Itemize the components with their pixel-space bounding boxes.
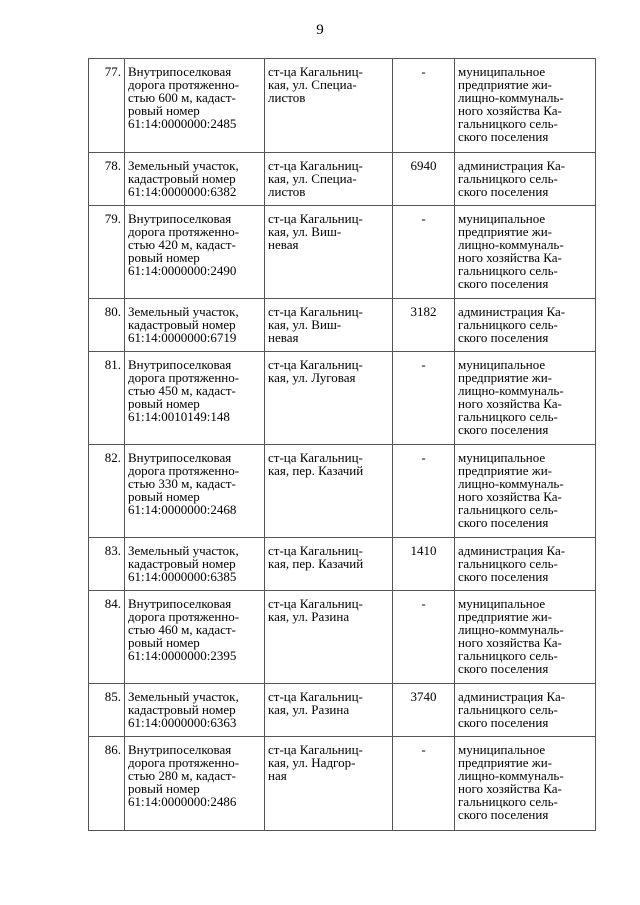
row-number: 85. (89, 684, 125, 737)
object-name: Внутрипоселковая дорога протяженно- стью 420 м, кадаст- ровый номер 61:14:0000000:2490 (128, 211, 240, 278)
object-location: ст-ца Кагальниц- кая, ул. Разина (268, 596, 363, 624)
table-row (89, 538, 596, 591)
registry-table-body (89, 59, 596, 831)
object-area: 3740 (393, 684, 455, 737)
row-number: 77. (89, 59, 125, 153)
row-number: 81. (89, 352, 125, 445)
object-area: 1410 (393, 538, 455, 591)
object-owner: муниципальное предприятие жи- лищно-коммуналь- ного хозяйства Ка- гальницкого сель- ского поселения (458, 64, 564, 144)
row-number: 82. (89, 445, 125, 538)
row-number: 80. (89, 299, 125, 352)
table-row (89, 352, 596, 445)
object-name: Земельный участок, кадастровый номер 61:14:0000000:6385 (128, 543, 239, 584)
object-location: ст-ца Кагальниц- кая, ул. Виш- невая (268, 211, 363, 252)
row-number: 79. (89, 206, 125, 299)
object-name: Внутрипоселковая дорога протяженно- стью 460 м, кадаст- ровый номер 61:14:0000000:2395 (128, 596, 240, 663)
object-location: ст-ца Кагальниц- кая, ул. Виш- невая (268, 304, 363, 345)
object-owner: муниципальное предприятие жи- лищно-коммуналь- ного хозяйства Ка- гальницкого сель- ского поселения (458, 742, 564, 822)
object-owner: администрация Ка- гальницкого сель- ского поселения (458, 158, 566, 199)
property-registry-table (88, 58, 596, 831)
table-row (89, 591, 596, 684)
object-owner: муниципальное предприятие жи- лищно-коммуналь- ного хозяйства Ка- гальницкого сель- ского поселения (458, 357, 564, 437)
object-location: ст-ца Кагальниц- кая, ул. Надгор- ная (268, 742, 363, 783)
table-row (89, 59, 596, 153)
object-area: 6940 (393, 153, 455, 206)
object-location: ст-ца Кагальниц- кая, пер. Казачий (268, 543, 364, 571)
object-area: - (393, 352, 455, 445)
object-location: ст-ца Кагальниц- кая, пер. Казачий (268, 450, 364, 478)
table-row (89, 153, 596, 206)
object-owner: администрация Ка- гальницкого сель- ского поселения (458, 689, 566, 730)
object-name: Земельный участок, кадастровый номер 61:14:0000000:6382 (128, 158, 239, 199)
row-number: 83. (89, 538, 125, 591)
object-location: ст-ца Кагальниц- кая, ул. Специа- листов (268, 158, 363, 199)
object-name: Земельный участок, кадастровый номер 61:14:0000000:6719 (128, 304, 239, 345)
object-name: Внутрипоселковая дорога протяженно- стью 600 м, кадаст- ровый номер 61:14:0000000:2485 (128, 64, 240, 131)
object-name: Внутрипоселковая дорога протяженно- стью 280 м, кадаст- ровый номер 61:14:0000000:2486 (128, 742, 240, 809)
row-number: 86. (89, 737, 125, 831)
page-number: 9 (316, 22, 324, 38)
table-row (89, 737, 596, 831)
object-owner: муниципальное предприятие жи- лищно-коммуналь- ного хозяйства Ка- гальницкого сель- ского поселения (458, 596, 564, 676)
object-area: - (393, 591, 455, 684)
object-area: - (393, 445, 455, 538)
object-name: Внутрипоселковая дорога протяженно- стью 450 м, кадаст- ровый номер 61:14:0010149:148 (128, 357, 240, 424)
object-owner: муниципальное предприятие жи- лищно-коммуналь- ного хозяйства Ка- гальницкого сель- ского поселения (458, 450, 564, 530)
object-location: ст-ца Кагальниц- кая, ул. Луговая (268, 357, 363, 385)
table-row (89, 684, 596, 737)
object-owner: администрация Ка- гальницкого сель- ского поселения (458, 543, 566, 584)
table-row (89, 206, 596, 299)
object-area: - (393, 737, 455, 831)
table-row (89, 445, 596, 538)
object-owner: муниципальное предприятие жи- лищно-коммуналь- ного хозяйства Ка- гальницкого сель- ского поселения (458, 211, 564, 291)
object-area: - (393, 206, 455, 299)
row-number: 84. (89, 591, 125, 684)
object-area: 3182 (393, 299, 455, 352)
object-area: - (393, 59, 455, 153)
object-location: ст-ца Кагальниц- кая, ул. Разина (268, 689, 363, 717)
object-owner: администрация Ка- гальницкого сель- ского поселения (458, 304, 566, 345)
object-name: Земельный участок, кадастровый номер 61:14:0000000:6363 (128, 689, 239, 730)
object-name: Внутрипоселковая дорога протяженно- стью 330 м, кадаст- ровый номер 61:14:0000000:2468 (128, 450, 240, 517)
object-location: ст-ца Кагальниц- кая, ул. Специа- листов (268, 64, 363, 105)
row-number: 78. (89, 153, 125, 206)
table-row (89, 299, 596, 352)
